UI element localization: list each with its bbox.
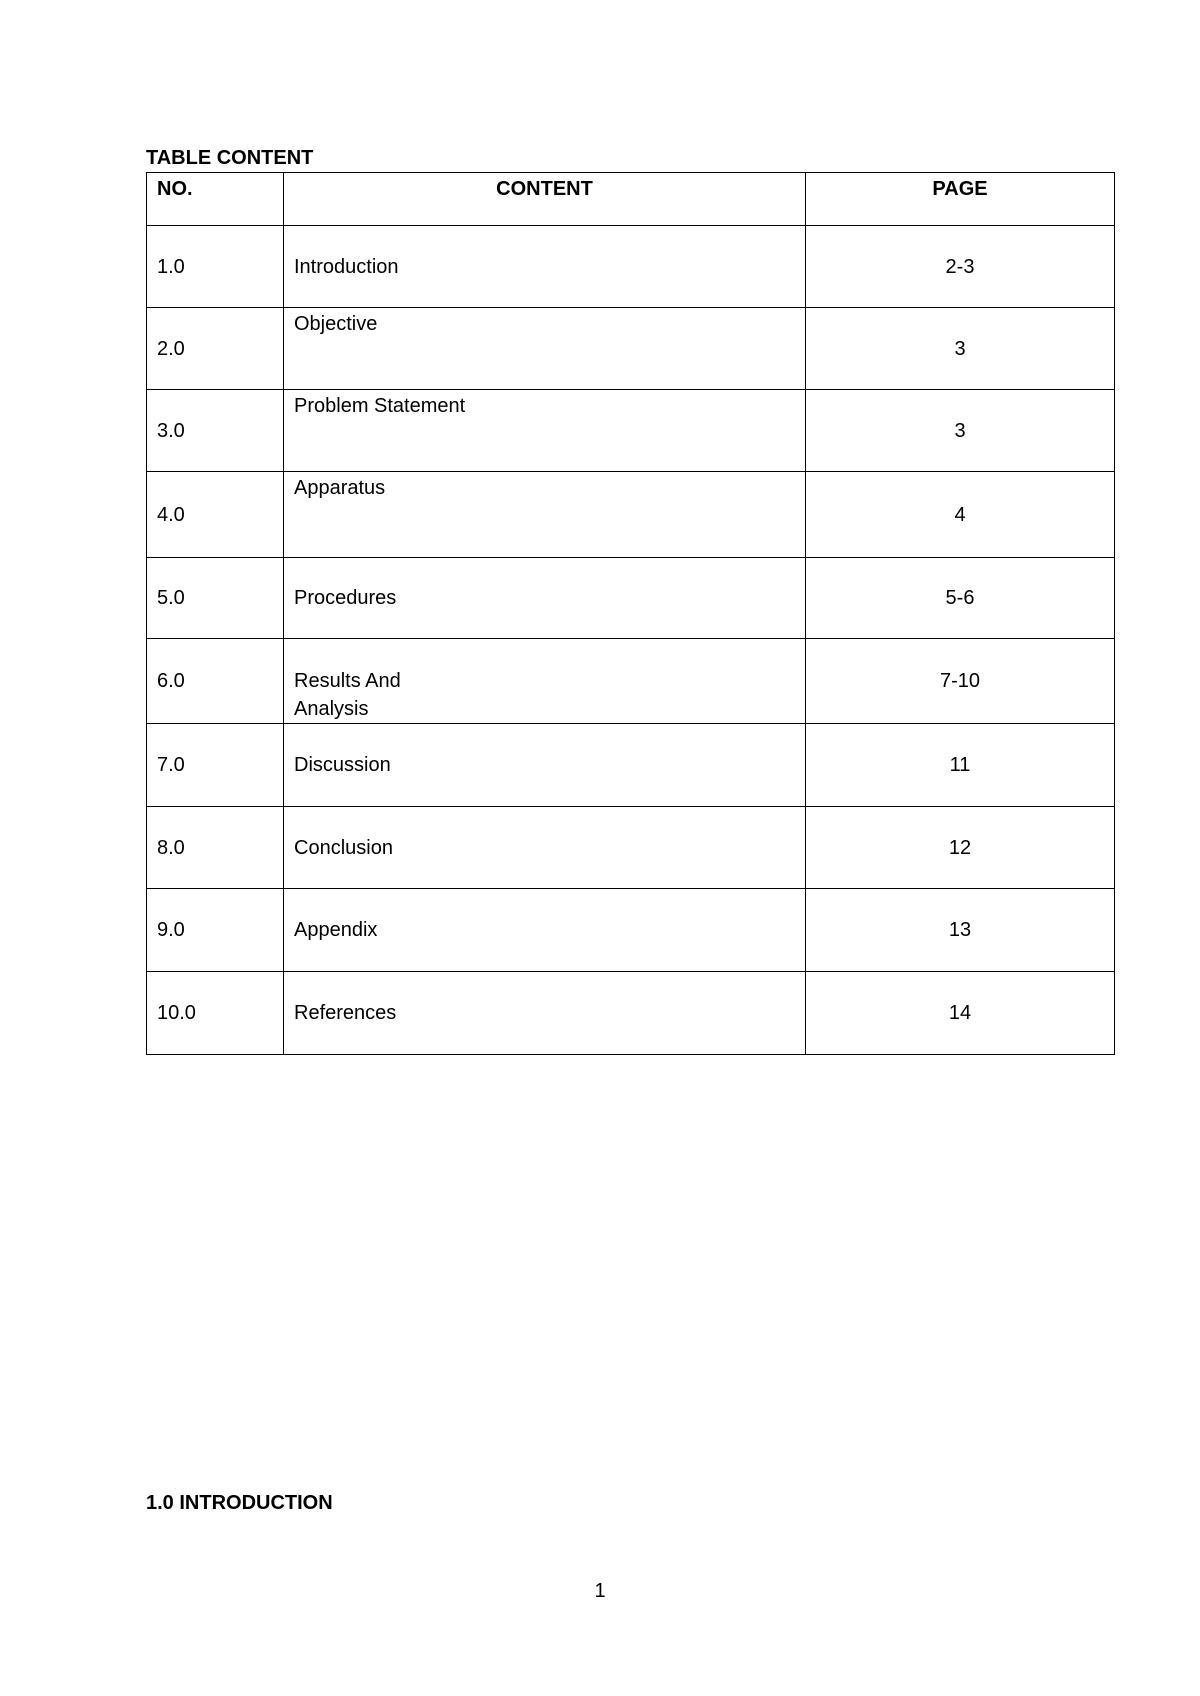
row-number: 8.0 [147,807,284,889]
table-row [147,308,1115,390]
row-content: Objective [294,313,378,335]
row-content: Apparatus [294,477,386,499]
row-page: 13 [806,889,1115,972]
table-row [147,807,1115,889]
row-content-cell [284,308,806,390]
toc-header-row [147,173,1115,226]
row-number: 7.0 [147,724,284,807]
table-row [147,472,1115,558]
row-page: 14 [806,972,1115,1055]
row-number: 6.0 [147,639,284,724]
row-number: 4.0 [147,472,284,558]
row-page: 3 [806,308,1115,390]
row-content: Conclusion [284,807,806,889]
row-content: Discussion [284,724,806,807]
row-page: 4 [806,472,1115,558]
row-content: Results And [294,670,401,692]
row-content: Procedures [284,558,806,639]
row-number: 10.0 [147,972,284,1055]
row-page: 5-6 [806,558,1115,639]
row-content-cell [284,472,806,558]
row-number: 3.0 [147,390,284,472]
header-content: CONTENT [284,173,806,226]
row-page: 7-10 [806,639,1115,724]
header-page: PAGE [806,173,1115,226]
row-page: 3 [806,390,1115,472]
row-content: Introduction [284,226,806,308]
page-number: 1 [594,1580,606,1602]
row-content-cell [284,390,806,472]
row-content-cell [284,639,806,724]
table-row [147,390,1115,472]
table-row [147,972,1115,1055]
table-row [147,889,1115,972]
table-row [147,724,1115,807]
table-row [147,558,1115,639]
row-number: 9.0 [147,889,284,972]
header-no: NO. [147,173,284,226]
row-content: Appendix [284,889,806,972]
row-number: 2.0 [147,308,284,390]
row-content-line2: Analysis [294,698,369,720]
row-number: 1.0 [147,226,284,308]
table-row [147,639,1115,724]
row-page: 11 [806,724,1115,807]
row-number: 5.0 [147,558,284,639]
row-content: References [284,972,806,1055]
toc-table [146,172,1115,1055]
row-page: 2-3 [806,226,1115,308]
row-content: Problem Statement [294,395,466,417]
toc-title: TABLE CONTENT [146,147,314,169]
table-row [147,226,1115,308]
section-heading: 1.0 INTRODUCTION [146,1492,333,1514]
row-page: 12 [806,807,1115,889]
